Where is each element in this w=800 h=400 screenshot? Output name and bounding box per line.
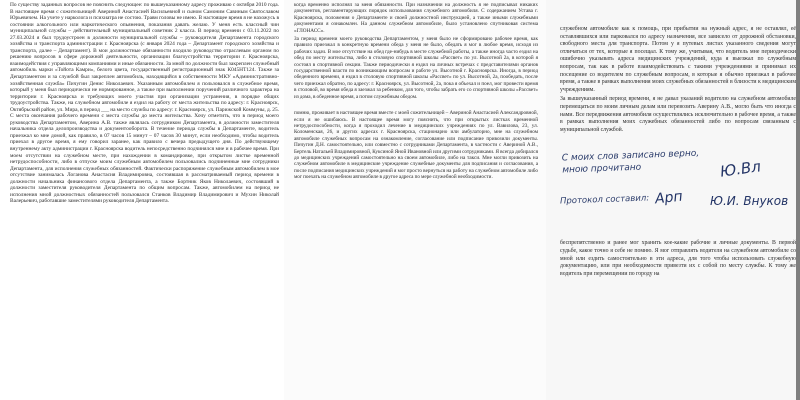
signature: Ю.И. Внуков [710,194,789,209]
page-1-paragraph: По существу заданных вопросов не пояснить следующее: по вышеуказанному адресу проживаю с октября 2010 года. В настоящее время с сожительницей Авериной Анастасией Васильевной и сыном Самоним Савиным Святославом Юрьевичем. На учете у нарколога и психиатра не состою. Травм головы не имею. В настоящее время я не нахожусь в состоянии алкогольного или наркотического опьянения, показания давать желаю. У меня есть классный чин муниципальной службы – действительный муниципальный советник 2 класса. В период времени с 03.11.2022 по 27.03.2024 я был трудоустроен в должности муниципальной службы – руководителя Департамента городского хозяйства и транспорта администрации г. Красноярска (с января 2024 года – Департамент городского хозяйства и транспорта, далее – Департамент). В мои должностные обязанности входило руководство отраслевым органом по решению вопросов в сфере дорожной деятельности, организации благоустройства территории г. Красноярска, взаимодействия с управляющими компаниями и иные обязанности. За мной по должности был закреплен служебный автомобиль марки «Тойота Камри», белого цвета, государственный регистрационный знак К045НТ124. Также за Департаментом и за службой был закреплен автомобиль, находящийся в собственности МКУ «Административно-хозяйственная служба» Пичугин Денис Николаевич. Указанным автомобилем я пользовался в служебное время, который у меня был периодически не нормированное, а также при выполнении поручений различного характера на территории г. Красноярска и требующих моего участия при организации устранения, в порядке общих трудоустройства. Также, на служебном автомобиле я ездил на работу от места жительства по адресу: г. Красноярск, Октябрьский район, ул. Мира, в период ___ на место службы по адресу: г. Красноярск, ул. Парижской Коммуны, д. 25. С места окончания рабочего времени с места службы до места жительства. Хочу отметить, что в период моего руководства Департаментом, Аверина А.В. также являлась сотрудником Департамента, в должности заместителя начальника отдела делопроизводства и документооборота. В течение периода службы в Департаменте, водитель приезжал ко мне домой, как правило, в 07 часов 15 минут – 07 часов 30 минут, если необходимо, чтобы водитель приехал в другое время, я ему говорил заранее, как правило с вечера предыдущего дня. По действующему внутреннему акту администрации г. Красноярска водитель непосредственно подчинялся мне и в рабочее время. При моем отсутствии на служебном месте, при нахождении в командировке, при открытом листке временной нетрудоспособности, либо в отпуске моим служебным автомобилем пользовались подчиненные мне сотрудники Департамента, для исполнения служебных обязанностей. Фактически распоряжение служебным автомобилем в мое отсутствие занималась Логанова Анастасия Владимировна, состоявшая в рассматриваемый период времени в должности начальника финансового отдела Департамента, а также Бортник Яков Николаевич, состоявший в должности заместителя руководителя Департамента по общим вопросам. Также, автомобилем на период не исполнения мной должностных обязанностей пользовался Станков Владимир Владимирович и Мухин Николай Валерьевич, работавшие заместителями руководителя Департамента. [10,2,279,205]
page-break [294,102,538,110]
document-page-3 [546,0,800,400]
handwritten-attestation-block [560,150,796,240]
page-3-paragraph-1: служебном автомобиле как к помощь, при прибытии на нужный адрес, я не оставлял, её оставлявшихся или парковался по адресу назначения, все зависело от дорожной обстановки, свободного места для транспорта. Потом у я путевых листах указанного сведения могут отличаться от тех, которые я посещал. К тому же, учитывая, что водитель мне периодически ошибочно указывать адреса медицинских учреждений, куда я выезжал по служебным вопросам, так как в работе взаимодействовать с такими учреждениями и принимал их посещение со водителем по служебным вопросам, в которые я обычно приезжал в рабочее время, а также в рамках выполнения моих служебных обязанностей в близости к медицинским учреждениям. [560,26,796,93]
handwritten-attest-label: Протокол составил: [559,193,650,207]
document-page-1 [0,0,285,400]
scan-edge [796,0,800,400]
page-3-paragraph-3: беспрепятственно и ранее мог хранить кое-какие рабочие и личные документы. В первой судьбе, какое точно я себе не помню. Я мог отправлять водителя на служебном автомобиле со мной или ездить самостоятельно в эти адреса, для того чтобы использовать служебную документацию, или при необходимости привезти их с собой по месту службы. К тому же водитель при перемещении по городу на [560,240,796,277]
page-2-paragraph-3: помню, проживает в настоящее время вместе с моей сожительницей – Авериной Анастасией Александровной, если я не ошибаюсь. В настоящее время могу пояснить, что при открытых листках временной нетрудоспособности, когда я проходил лечение в медицинских учреждениях по ул. Вавилова, 23, ул. Коломенская, 26, и других адресах г. Красноярска, стационарно или амбулаторно, мне на служебном автомобиле служебных вопросам на ознакомление, согласование или подписание привозили документы. Пичугин Д.Н. самостоятельно, или совместно с сотрудниками Департамента, в частности с Авериной А.В., Бертель Натальей Владимировной, Куксиной Яной Ивановной или другими сотрудниками. Я всегда добирался до медицинских учреждений самостоятельно на своем автомобиле, либо на такси. Мне могли привозить на служебном автомобиле в медицинские учреждение служебные документы для подписания и согласования, а после подписания медицинских учреждений я мог просто вернуться на работу на служебном автомобиле либо мог поехать на служебном автомобиле в другое адреса по мере служебной необходимости. [294,110,538,181]
handwritten-statement: С моих слов записано верно, мною прочитано [561,148,700,176]
signature: Ю.Вл [718,157,762,182]
document-page-2 [284,0,546,400]
signature: Арп [654,188,684,208]
page-2-paragraph-2: За период времени моего руководства Департаментом, у меня было не сформировано рабочее время, как правило приезжал в конкретную времени обеда у меня не было, обедать я мог в любое время, исходя из рабочих задач. В мое отсутствие на обед где-нибудь в месте служебной работы, а также иногда часто ездил на обед по месту жительства, либо в столовую спортивной школы «Рассвет» по ул. Высотной 2а, в которой я состоял в спортивной секции. Также периодически я ездил на личных встречах с представителями органов государственной власти по возникающим вопросам и работе ул. Высотной г. Красноярска. Иногда, в период обеденного времени, я ездил в столовую спортивной школы «Рассвет» по ул. Высотной, 2а, пообедать, после чего приезжал обратно, по адресу: г. Красноярск, ул. Высотной, 2а, пока я объехал и поел, мог провести время в столовой, во время обеда я заезжал за ребенком, для того, чтобы забрать его со спортивной школы «Рассвет» из дома, в обеденное время, а потом служебным обедом. [294,36,538,100]
page-3-paragraph-2: За вышеуказанный период времени, я не давал указаний водителю на служебном автомобиле перемещаться по моим личным делам или перевозить Аверину А.В., могло быть что иногда с нами. Все передвижения автомобиля осуществлялись исключительно в рабочее время, а также в рамках выполнения моих служебных обязанностей либо по вопросам связанным с муниципальной службой. [560,96,796,133]
page-2-paragraph-1: когда временно исполнял за меня обязанности. При назначении на должность я не подписывал никаких документов, регламентирующих порядок использования служебного автомобиля. С содержанием Устава г. Красноярска, положения о Департаменте и своей должностной инструкцией, а также иными служебными документами я ознакомлен. На данном служебном автомобиле, было установлено спутниковая система «ГЛОНАСС». [294,2,538,34]
